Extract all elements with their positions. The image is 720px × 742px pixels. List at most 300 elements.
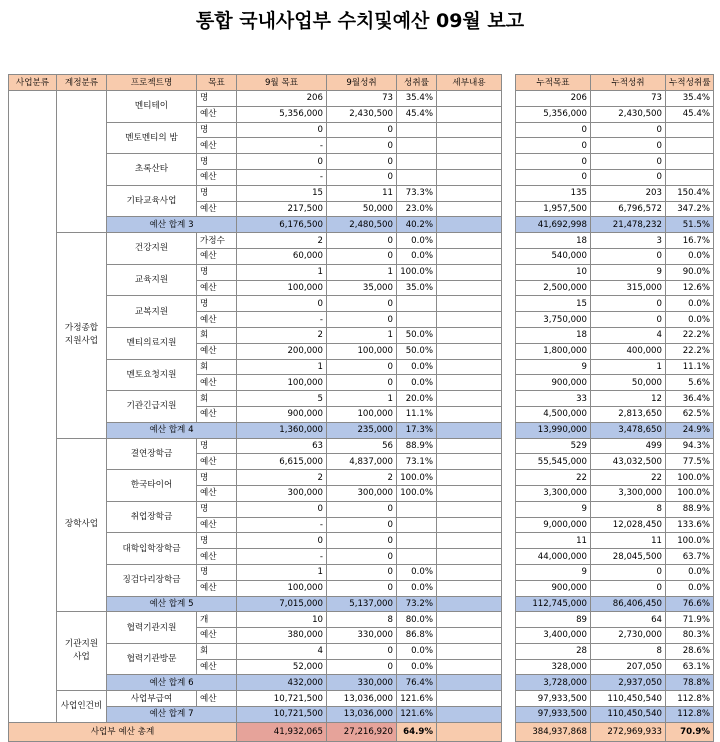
cum-result-value: 0	[591, 138, 666, 154]
cum-row	[516, 501, 714, 517]
project-cell: 멘티의료지원	[107, 327, 197, 359]
cum-goal-value: 13,990,000	[516, 422, 591, 438]
cum-row	[516, 248, 714, 264]
header-account: 계정분류	[57, 75, 107, 91]
cum-goal-value: 540,000	[516, 248, 591, 264]
cum-rate-value: 22.2%	[666, 343, 714, 359]
cum-goal-value: 3,300,000	[516, 485, 591, 501]
cum-row	[516, 454, 714, 470]
detail-cell	[437, 470, 502, 486]
rate-value	[397, 533, 437, 549]
target-type: 예산	[197, 406, 237, 422]
goal-value: 63	[237, 438, 327, 454]
result-value: 73	[327, 91, 397, 107]
cumulative-table	[515, 74, 714, 742]
subtotal-rate: 76.4%	[397, 675, 437, 691]
table-row	[9, 438, 502, 454]
cum-rate-value: 28.6%	[666, 643, 714, 659]
target-type: 예산	[197, 280, 237, 296]
rate-value: 50.0%	[397, 327, 437, 343]
detail-cell	[437, 454, 502, 470]
project-cell: 한국타이어	[107, 470, 197, 502]
cum-row	[516, 470, 714, 486]
target-type: 명	[197, 264, 237, 280]
rate-value: 80.0%	[397, 612, 437, 628]
detail-cell	[437, 501, 502, 517]
cum-goal-value: 15	[516, 296, 591, 312]
cum-result-value: 8	[591, 643, 666, 659]
result-value: 0	[327, 312, 397, 328]
detail-cell	[437, 391, 502, 407]
target-type: 명	[197, 154, 237, 170]
cum-row	[516, 612, 714, 628]
result-value: 0	[327, 580, 397, 596]
cum-goal-value: 0	[516, 138, 591, 154]
subtotal-goal: 10,721,500	[237, 707, 327, 723]
result-value: 330,000	[327, 628, 397, 644]
result-value: 0	[327, 122, 397, 138]
cum-rate-value: 12.6%	[666, 280, 714, 296]
result-value: 0	[327, 248, 397, 264]
report-title: 통합 국내사업부 수치및예산 09월 보고	[195, 10, 525, 32]
goal-value: 206	[237, 91, 327, 107]
subtotal-goal: 7,015,000	[237, 596, 327, 612]
goal-value: 380,000	[237, 628, 327, 644]
detail-cell	[437, 517, 502, 533]
project-cell: 협력기관지원	[107, 612, 197, 644]
detail-cell	[437, 375, 502, 391]
goal-value: -	[237, 549, 327, 565]
target-type: 예산	[197, 517, 237, 533]
result-value: 4,837,000	[327, 454, 397, 470]
rate-value: 23.0%	[397, 201, 437, 217]
cum-rate-value: 0.0%	[666, 580, 714, 596]
cum-rate-value: 133.6%	[666, 517, 714, 533]
subtotal-detail	[437, 596, 502, 612]
detail-cell	[437, 233, 502, 249]
cum-rate-value: 100.0%	[666, 470, 714, 486]
target-type: 예산	[197, 549, 237, 565]
goal-value: 5	[237, 391, 327, 407]
cum-goal-value: 10	[516, 264, 591, 280]
category-cell: 가정종합 지원사업	[57, 233, 107, 438]
cum-rate-value: 77.5%	[666, 454, 714, 470]
subtotal-detail	[437, 707, 502, 723]
detail-cell	[437, 248, 502, 264]
result-value: 0	[327, 564, 397, 580]
cum-goal-value: 9	[516, 359, 591, 375]
cum-result-value: 3,300,000	[591, 485, 666, 501]
goal-value: 10,721,500	[237, 691, 327, 707]
cum-goal-value: 22	[516, 470, 591, 486]
detail-cell	[437, 359, 502, 375]
cum-rate-value: 24.9%	[666, 422, 714, 438]
cum-goal-value: 9	[516, 501, 591, 517]
project-cell: 건강지원	[107, 233, 197, 265]
cum-result-value: 499	[591, 438, 666, 454]
subtotal-label: 예산 합계 6	[107, 675, 237, 691]
detail-cell	[437, 549, 502, 565]
cum-rate-value	[666, 154, 714, 170]
rate-value: 45.4%	[397, 106, 437, 122]
detail-cell	[437, 264, 502, 280]
cum-result-value: 64	[591, 612, 666, 628]
target-type: 명	[197, 470, 237, 486]
cum-goal-value: 206	[516, 91, 591, 107]
result-value: 0	[327, 549, 397, 565]
cum-grand-rate: 70.9%	[666, 722, 714, 741]
cum-subtotal-row	[516, 707, 714, 723]
cum-subtotal-row	[516, 422, 714, 438]
target-type: 회	[197, 359, 237, 375]
category-cell: 기관지원 사업	[57, 612, 107, 691]
cum-goal-value: 9	[516, 564, 591, 580]
result-value: 0	[327, 375, 397, 391]
target-type: 명	[197, 564, 237, 580]
detail-cell	[437, 564, 502, 580]
goal-value: -	[237, 312, 327, 328]
goal-value: 217,500	[237, 201, 327, 217]
cum-goal-value: 112,745,000	[516, 596, 591, 612]
detail-cell	[437, 485, 502, 501]
header-cum-result: 누적성취	[591, 75, 666, 91]
target-type: 회	[197, 643, 237, 659]
goal-value: 6,615,000	[237, 454, 327, 470]
rate-value: 0.0%	[397, 564, 437, 580]
result-value: 1	[327, 391, 397, 407]
goal-value: 15	[237, 185, 327, 201]
target-type: 명	[197, 122, 237, 138]
cum-goal-value: 1,800,000	[516, 343, 591, 359]
goal-value: 5,356,000	[237, 106, 327, 122]
goal-value: 2	[237, 327, 327, 343]
subtotal-rate: 121.6%	[397, 707, 437, 723]
project-cell: 초록산타	[107, 154, 197, 186]
target-type: 예산	[197, 375, 237, 391]
cum-rate-value	[666, 169, 714, 185]
goal-value: 1	[237, 564, 327, 580]
cum-rate-value: 0.0%	[666, 248, 714, 264]
cum-result-value: 110,450,540	[591, 707, 666, 723]
cum-goal-value: 97,933,500	[516, 691, 591, 707]
project-cell: 멘토요청지원	[107, 359, 197, 391]
target-type: 명	[197, 501, 237, 517]
subtotal-label: 예산 합계 5	[107, 596, 237, 612]
goal-value: 0	[237, 122, 327, 138]
goal-value: 100,000	[237, 375, 327, 391]
cum-rate-value: 90.0%	[666, 264, 714, 280]
grand-result: 27,216,920	[327, 722, 397, 741]
detail-cell	[437, 106, 502, 122]
target-type: 명	[197, 185, 237, 201]
project-cell: 사업부급여	[107, 691, 197, 707]
cum-row	[516, 628, 714, 644]
result-value: 0	[327, 138, 397, 154]
cum-result-value: 315,000	[591, 280, 666, 296]
result-value: 100,000	[327, 343, 397, 359]
cum-result-value: 0	[591, 312, 666, 328]
cum-grand-total-row	[516, 722, 714, 741]
cum-row	[516, 343, 714, 359]
result-value: 35,000	[327, 280, 397, 296]
target-type: 예산	[197, 312, 237, 328]
cum-row	[516, 138, 714, 154]
cum-rate-value: 112.8%	[666, 691, 714, 707]
cum-result-value: 73	[591, 91, 666, 107]
rate-value: 0.0%	[397, 375, 437, 391]
cum-row	[516, 406, 714, 422]
target-type: 예산	[197, 343, 237, 359]
cum-row	[516, 233, 714, 249]
header-result: 9월성취	[327, 75, 397, 91]
cum-goal-value: 0	[516, 122, 591, 138]
subtotal-label: 예산 합계 7	[107, 707, 237, 723]
subtotal-rate: 40.2%	[397, 217, 437, 233]
cum-rate-value: 11.1%	[666, 359, 714, 375]
cum-goal-value: 28	[516, 643, 591, 659]
cum-result-value: 2,430,500	[591, 106, 666, 122]
subtotal-detail	[437, 422, 502, 438]
project-cell: 협력기관방문	[107, 643, 197, 675]
cum-result-value: 11	[591, 533, 666, 549]
cum-result-value: 43,032,500	[591, 454, 666, 470]
project-cell: 멘토멘티의 밤	[107, 122, 197, 154]
project-cell: 교육지원	[107, 264, 197, 296]
cum-result-value: 0	[591, 580, 666, 596]
goal-value: 0	[237, 154, 327, 170]
table-row	[9, 612, 502, 628]
header-target: 목표	[197, 75, 237, 91]
cum-result-value: 2,730,000	[591, 628, 666, 644]
target-type: 개	[197, 612, 237, 628]
goal-value: 2	[237, 233, 327, 249]
cum-result-value: 0	[591, 122, 666, 138]
detail-cell	[437, 296, 502, 312]
rate-value: 121.6%	[397, 691, 437, 707]
rate-value: 0.0%	[397, 233, 437, 249]
cum-rate-value: 0.0%	[666, 564, 714, 580]
grand-total-label: 사업부 예산 총계	[9, 722, 237, 741]
cum-rate-value: 35.4%	[666, 91, 714, 107]
cum-result-value: 0	[591, 296, 666, 312]
category-cell: 사업인건비	[57, 691, 107, 723]
cum-goal-value: 4,500,000	[516, 406, 591, 422]
cum-goal-value: 5,356,000	[516, 106, 591, 122]
subtotal-detail	[437, 217, 502, 233]
subtotal-label: 예산 합계 3	[107, 217, 237, 233]
cum-result-value: 12	[591, 391, 666, 407]
goal-value: 52,000	[237, 659, 327, 675]
cum-rate-value: 71.9%	[666, 612, 714, 628]
goal-value: 60,000	[237, 248, 327, 264]
subtotal-goal: 1,360,000	[237, 422, 327, 438]
subtotal-result: 330,000	[327, 675, 397, 691]
cum-rate-value	[666, 122, 714, 138]
cum-goal-value: 0	[516, 154, 591, 170]
rate-value: 50.0%	[397, 343, 437, 359]
rate-value	[397, 501, 437, 517]
rate-value	[397, 296, 437, 312]
target-type: 예산	[197, 169, 237, 185]
detail-cell	[437, 185, 502, 201]
project-cell: 기타교육사업	[107, 185, 197, 217]
subtotal-result: 2,480,500	[327, 217, 397, 233]
cum-subtotal-row	[516, 596, 714, 612]
result-value: 2	[327, 470, 397, 486]
result-value: 0	[327, 359, 397, 375]
target-type: 명	[197, 91, 237, 107]
account-cell-empty	[57, 91, 107, 233]
goal-value: -	[237, 138, 327, 154]
cum-rate-value: 5.6%	[666, 375, 714, 391]
detail-cell	[437, 154, 502, 170]
target-type: 예산	[197, 580, 237, 596]
cum-rate-value: 347.2%	[666, 201, 714, 217]
detail-cell	[437, 327, 502, 343]
cum-result-value: 86,406,450	[591, 596, 666, 612]
cum-goal-value: 18	[516, 233, 591, 249]
target-type: 예산	[197, 138, 237, 154]
target-type: 명	[197, 438, 237, 454]
goal-value: 0	[237, 533, 327, 549]
result-value: 0	[327, 169, 397, 185]
target-type: 회	[197, 391, 237, 407]
goal-value: 1	[237, 264, 327, 280]
target-type: 회	[197, 327, 237, 343]
target-type: 예산	[197, 106, 237, 122]
rate-value	[397, 312, 437, 328]
rate-value: 0.0%	[397, 580, 437, 596]
cum-result-value: 2,813,650	[591, 406, 666, 422]
detail-cell	[437, 91, 502, 107]
cum-row	[516, 154, 714, 170]
detail-cell	[437, 406, 502, 422]
cum-rate-value: 150.4%	[666, 185, 714, 201]
cum-row	[516, 106, 714, 122]
rate-value	[397, 549, 437, 565]
header-cum-goal: 누적목표	[516, 75, 591, 91]
cum-result-value: 4	[591, 327, 666, 343]
target-type: 예산	[197, 454, 237, 470]
cum-rate-value	[666, 138, 714, 154]
cum-goal-value: 89	[516, 612, 591, 628]
goal-value: -	[237, 517, 327, 533]
cum-goal-value: 3,400,000	[516, 628, 591, 644]
goal-value: -	[237, 169, 327, 185]
grand-goal: 41,932,065	[237, 722, 327, 741]
cum-rate-value: 51.5%	[666, 217, 714, 233]
cum-goal-value: 97,933,500	[516, 707, 591, 723]
detail-cell	[437, 280, 502, 296]
cum-row	[516, 549, 714, 565]
cum-row	[516, 169, 714, 185]
target-type: 예산	[197, 691, 237, 707]
cum-row	[516, 122, 714, 138]
rate-value: 0.0%	[397, 248, 437, 264]
goal-value: 200,000	[237, 343, 327, 359]
cum-result-value: 3,478,650	[591, 422, 666, 438]
subtotal-rate: 73.2%	[397, 596, 437, 612]
detail-cell	[437, 343, 502, 359]
grand-detail	[437, 722, 502, 741]
rate-value	[397, 169, 437, 185]
cum-goal-value: 11	[516, 533, 591, 549]
cum-goal-value: 328,000	[516, 659, 591, 675]
rate-value: 88.9%	[397, 438, 437, 454]
cum-rate-value: 76.6%	[666, 596, 714, 612]
detail-cell	[437, 643, 502, 659]
cum-row	[516, 438, 714, 454]
rate-value: 100.0%	[397, 485, 437, 501]
rate-value: 0.0%	[397, 359, 437, 375]
cum-row	[516, 643, 714, 659]
subtotal-detail	[437, 675, 502, 691]
cum-row	[516, 564, 714, 580]
cum-result-value: 400,000	[591, 343, 666, 359]
cum-rate-value: 0.0%	[666, 296, 714, 312]
detail-cell	[437, 438, 502, 454]
cum-result-value: 12,028,450	[591, 517, 666, 533]
result-value: 50,000	[327, 201, 397, 217]
rate-value: 35.0%	[397, 280, 437, 296]
project-cell: 징검다리장학금	[107, 564, 197, 596]
cum-row	[516, 185, 714, 201]
goal-value: 4	[237, 643, 327, 659]
subtotal-result: 13,036,000	[327, 707, 397, 723]
rate-value: 100.0%	[397, 264, 437, 280]
cum-row	[516, 312, 714, 328]
table-row	[9, 233, 502, 249]
cum-rate-value: 22.2%	[666, 327, 714, 343]
rate-value	[397, 138, 437, 154]
detail-cell	[437, 612, 502, 628]
cum-row	[516, 201, 714, 217]
table-row	[9, 691, 502, 707]
goal-value: 1	[237, 359, 327, 375]
rate-value	[397, 517, 437, 533]
target-type: 예산	[197, 201, 237, 217]
result-value: 56	[327, 438, 397, 454]
cum-goal-value: 900,000	[516, 580, 591, 596]
cum-result-value: 110,450,540	[591, 691, 666, 707]
cum-goal-value: 529	[516, 438, 591, 454]
project-cell: 대학입학장학금	[107, 533, 197, 565]
detail-cell	[437, 628, 502, 644]
cum-row	[516, 659, 714, 675]
result-value: 11	[327, 185, 397, 201]
goal-value: 900,000	[237, 406, 327, 422]
cum-result-value: 0	[591, 248, 666, 264]
cum-rate-value: 100.0%	[666, 533, 714, 549]
cum-rate-value: 100.0%	[666, 485, 714, 501]
project-cell: 교복지원	[107, 296, 197, 328]
cum-goal-value: 900,000	[516, 375, 591, 391]
result-value: 0	[327, 501, 397, 517]
goal-value: 10	[237, 612, 327, 628]
goal-value: 300,000	[237, 485, 327, 501]
target-type: 예산	[197, 248, 237, 264]
cum-result-value: 207,050	[591, 659, 666, 675]
cum-goal-value: 33	[516, 391, 591, 407]
result-value: 1	[327, 264, 397, 280]
detail-cell	[437, 691, 502, 707]
cum-row	[516, 296, 714, 312]
cum-goal-value: 1,957,500	[516, 201, 591, 217]
target-type: 예산	[197, 628, 237, 644]
header-rate: 성취률	[397, 75, 437, 91]
header-detail: 세부내용	[437, 75, 502, 91]
cum-result-value: 1	[591, 359, 666, 375]
